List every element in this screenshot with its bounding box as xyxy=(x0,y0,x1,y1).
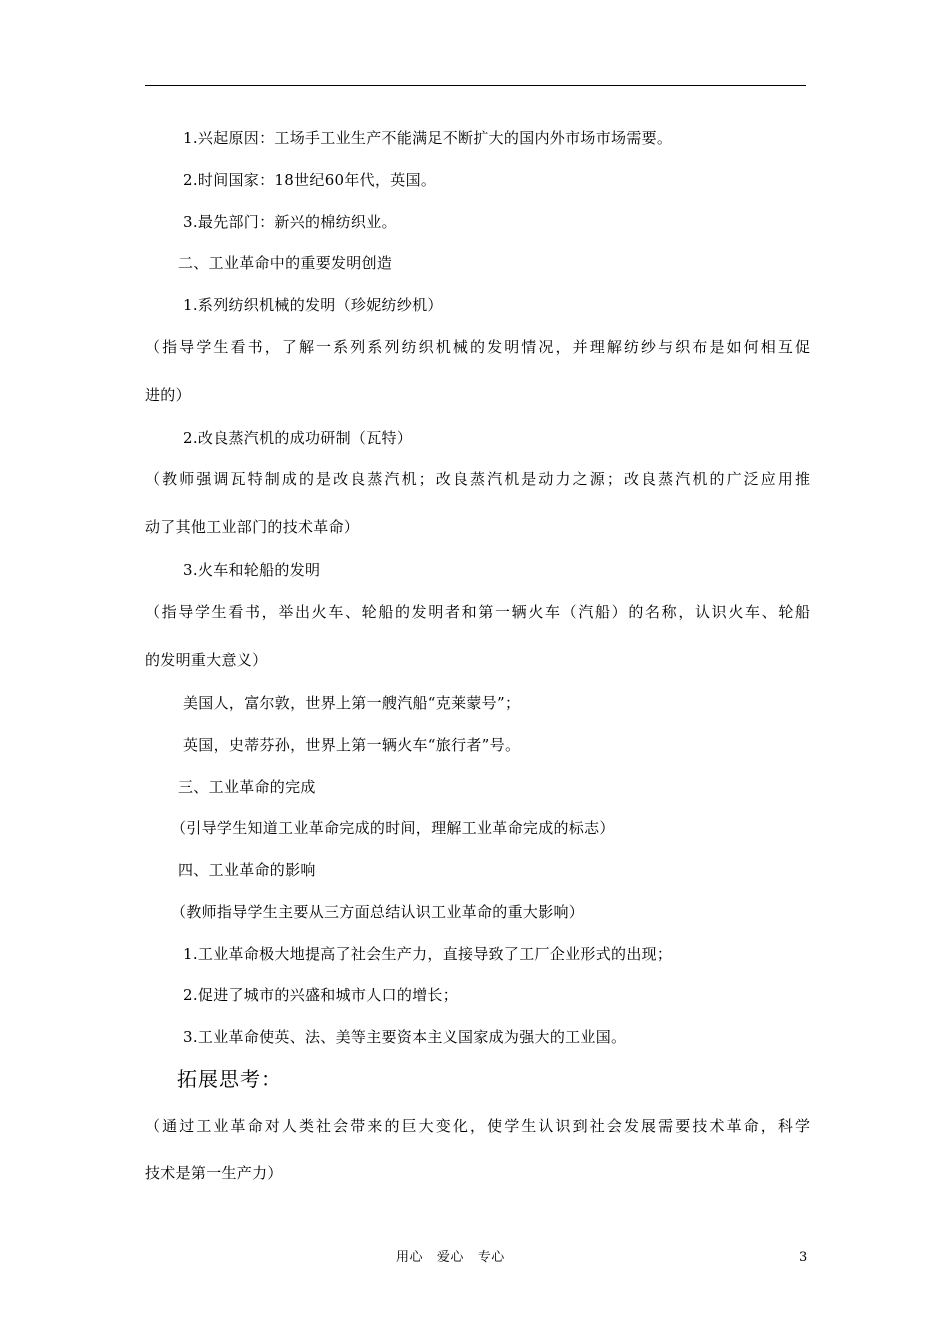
section-heading-completion: 三、工业革命的完成 xyxy=(178,778,316,796)
paragraph-extension: （通过工业革命对人类社会带来的巨大变化，使学生认识到社会发展需要技术革命，科学 xyxy=(145,1117,810,1135)
paragraph-completion-guide: （引导学生知道工业革命完成的时间，理解工业革命完成的标志） xyxy=(171,819,615,837)
paragraph-stephenson: 英国，史蒂芬孙，世界上第一辆火车“旅行者”号。 xyxy=(183,736,521,754)
paragraph-textile-machines: 1.系列纺织机械的发明（珍妮纺纱机） xyxy=(183,296,443,314)
page-number: 3 xyxy=(799,1250,808,1265)
paragraph-fulton: 美国人，富尔敦，世界上第一艘汽船“克莱蒙号”； xyxy=(183,694,521,712)
paragraph-impact-guide: （教师指导学生主要从三方面总结认识工业革命的重大影响） xyxy=(171,903,585,921)
paragraph-impact-1: 1.工业革命极大地提高了社会生产力，直接导致了工厂企业形式的出现； xyxy=(183,945,673,963)
footer-motto: 用心 爱心 专心 xyxy=(396,1250,505,1265)
section-heading-inventions: 二、工业革命中的重要发明创造 xyxy=(178,254,393,272)
extension-heading: 拓展思考： xyxy=(177,1067,282,1091)
paragraph-train-ship: 3.火车和轮船的发明 xyxy=(183,561,321,579)
paragraph-origin-reason: 1.兴起原因：工场手工业生产不能满足不断扩大的国内外市场市场需要。 xyxy=(183,129,673,147)
section-heading-impact: 四、工业革命的影响 xyxy=(178,861,316,879)
paragraph-guide-reading-2-cont: 的发明重大意义） xyxy=(145,651,268,669)
paragraph-teacher-emphasis: （教师强调瓦特制成的是改良蒸汽机；改良蒸汽机是动力之源；改良蒸汽机的广泛应用推 xyxy=(145,470,810,488)
paragraph-impact-3: 3.工业革命使英、法、美等主要资本主义国家成为强大的工业国。 xyxy=(183,1028,627,1046)
paragraph-time-country: 2.时间国家：18世纪60年代，英国。 xyxy=(183,171,437,189)
paragraph-impact-2: 2.促进了城市的兴盛和城市人口的增长； xyxy=(183,986,459,1004)
paragraph-extension-cont: 技术是第一生产力） xyxy=(145,1164,283,1182)
paragraph-first-sector: 3.最先部门：新兴的棉纺织业。 xyxy=(183,213,397,231)
paragraph-guide-reading-1: （指导学生看书，了解一系列系列纺织机械的发明情况，并理解纺纱与织布是如何相互促 xyxy=(145,338,810,356)
header-rule xyxy=(145,85,806,86)
paragraph-teacher-emphasis-cont: 动了其他工业部门的技术革命） xyxy=(145,518,360,536)
paragraph-guide-reading-2: （指导学生看书，举出火车、轮船的发明者和第一辆火车（汽船）的名称，认识火车、轮船 xyxy=(145,603,810,621)
paragraph-steam-engine: 2.改良蒸汽机的成功研制（瓦特） xyxy=(183,429,413,447)
paragraph-guide-reading-1-cont: 进的） xyxy=(145,386,191,404)
